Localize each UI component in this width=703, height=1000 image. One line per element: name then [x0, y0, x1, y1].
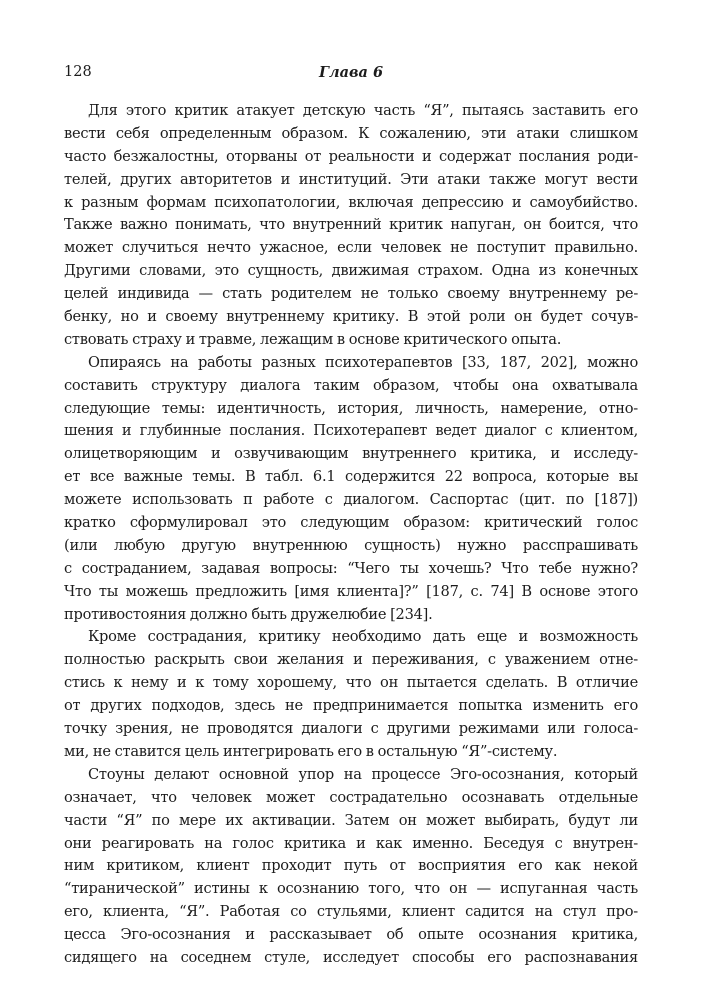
- text-line: Опираясь на работы разных психотерапевтов [33, 187, 202], можно: [88, 353, 638, 371]
- text-line: целей индивида — стать родителем не только своему внутреннему ре-: [64, 285, 638, 303]
- text-line: можете использовать п работе с диалогом. Саспортас (цит. по [187]): [64, 491, 638, 509]
- page-number: 128: [64, 64, 92, 80]
- text-line: означает, что человек может сострадательно осознавать отдельные: [64, 788, 638, 806]
- text-line: ствовать страху и травме, лежащим в основе критического опыта.: [64, 330, 562, 348]
- running-head: [64, 64, 638, 86]
- text-line: части “Я” по мере их активации. Затем он может выбирать, будут ли: [64, 811, 638, 829]
- text-line: от других подходов, здесь не предпринимается попытка изменить его: [64, 697, 638, 715]
- text-line: Кроме сострадания, критику необходимо дать еще и возможность: [88, 628, 638, 646]
- text-line: шения и глубинные послания. Психотерапевт ведет диалог с клиентом,: [64, 422, 638, 440]
- text-line: Другими словами, это сущность, движимая страхом. Одна из конечных: [64, 262, 638, 280]
- text-line: ним критиком, клиент проходит путь от восприятия его как некой: [64, 857, 638, 875]
- text-line: цесса Эго-осознания и рассказывает об опыте осознания критика,: [64, 926, 638, 944]
- text-line: его, клиента, “Я”. Работая со стульями, клиент садится на стул про-: [64, 903, 638, 921]
- text-line: сидящего на соседнем стуле, исследует способы его распознавания: [64, 948, 638, 966]
- text-line: они реагировать на голос критика и как именно. Беседуя с внутрен-: [64, 834, 638, 852]
- text-line: бенку, но и своему внутреннему критику. В этой роли он будет сочув-: [64, 308, 638, 326]
- paragraph: [64, 100, 638, 352]
- text-line: олицетворяющим и озвучивающим внутреннего критика, и исследу-: [64, 445, 638, 463]
- paragraph: [64, 764, 638, 970]
- text-line: стись к нему и к тому хорошему, что он пытается сделать. В отличие: [64, 674, 638, 692]
- text-line: “тиранической” истины к осознанию того, что он — испуганная часть: [64, 880, 638, 898]
- text-line: Для этого критик атакует детскую часть “Я”, пытаясь заставить его: [88, 102, 638, 119]
- paragraph: [64, 626, 638, 763]
- text-line: ми, не ставится цель интегрировать его в остальную “Я”-систему.: [64, 742, 558, 760]
- text-line: точку зрения, не проводятся диалоги с другими режимами или голоса-: [64, 720, 638, 738]
- text-line: составить структуру диалога таким образом, чтобы она охватывала: [64, 376, 638, 394]
- text-line: кратко сформулировал это следующим образом: критический голос: [64, 514, 638, 532]
- text-line: полностью раскрыть свои желания и переживания, с уважением отне-: [64, 651, 638, 669]
- text-line: Что ты можешь предложить [имя клиента]?” [187, с. 74] В основе этого: [64, 582, 638, 600]
- text-line: противостояния должно быть дружелюбие [234].: [64, 605, 433, 623]
- text-line: телей, других авторитетов и институций. Эти атаки также могут вести: [64, 170, 638, 188]
- text-line: (или любую другую внутреннюю сущность) нужно расспрашивать: [64, 536, 638, 554]
- text-line: ет все важные темы. В табл. 6.1 содержится 22 вопроса, которые вы: [64, 468, 638, 486]
- text-line: Стоуны делают основной упор на процессе Эго-осознания, который: [88, 765, 638, 783]
- text-line: часто безжалостны, оторваны от реальности и содержат послания роди-: [64, 147, 638, 165]
- text-line: может случиться нечто ужасное, если человек не поступит правильно.: [64, 239, 638, 257]
- text-line: следующие темы: идентичность, история, личность, намерение, отно-: [64, 399, 638, 417]
- text-line: к разным формам психопатологии, включая депрессию и самоубийство.: [64, 193, 638, 211]
- chapter-title: Глава 6: [318, 64, 384, 81]
- text-line: с состраданием, задавая вопросы: “Чего ты хочешь? Что тебе нужно?: [64, 559, 638, 577]
- body-text: [64, 100, 638, 970]
- paragraph: [64, 352, 638, 627]
- text-line: Также важно понимать, что внутренний критик напуган, он боится, что: [64, 216, 638, 234]
- text-line: вести себя определенным образом. К сожалению, эти атаки слишком: [64, 124, 638, 142]
